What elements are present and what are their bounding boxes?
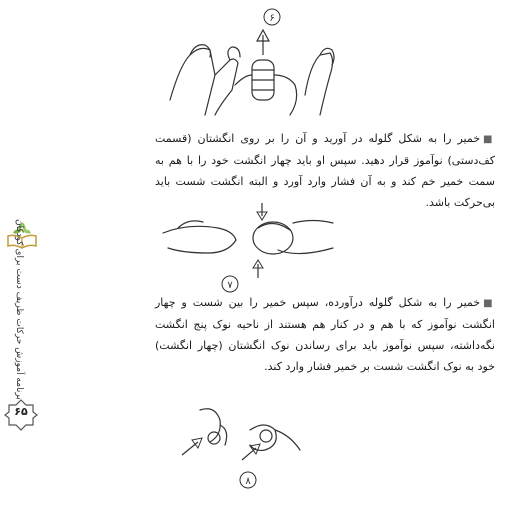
illustration-fingertip-pinch bbox=[170, 400, 310, 500]
page-number: ۶۵ bbox=[14, 405, 28, 418]
bullet-icon: ■ bbox=[483, 298, 495, 309]
illustration-dough-in-palm bbox=[158, 198, 338, 298]
illustration-hands-squeeze-dough bbox=[160, 5, 360, 120]
instruction-paragraph: ■خمیر را به شکل گلوله درآورده، سپس خمیر را بین شست و چهار انگشت نوآموز که با هم و در کنار هم هستند از ناحیه نوک پنج انگشت نگه‌داشته، سپس نوآموز باید برای رساندن نوک انگشتان (چهار انگشت) خود به نوک انگشت شست بر خمیر فشار وارد کند. bbox=[155, 296, 495, 373]
figure-number: ۷ bbox=[227, 280, 233, 291]
figure-number: ۶ bbox=[269, 13, 275, 24]
side-title: برنامه آموزش حرکات ظریف دست برای کودکان bbox=[14, 219, 24, 400]
bullet-icon: ■ bbox=[483, 134, 495, 145]
instruction-paragraph: ■خمیر را به شکل گلوله در آورید و آن را بر روی انگشتان (قسمت کف‌دستی) نوآموز قرار دهید. سپس او باید چهار انگشت خود را با هم به سمت خمیر خم کند و به آن فشار وارد آورد و البته انگشت شست باید بی‌حرکت باشد. bbox=[155, 132, 495, 209]
figure-number: ۸ bbox=[245, 476, 251, 487]
